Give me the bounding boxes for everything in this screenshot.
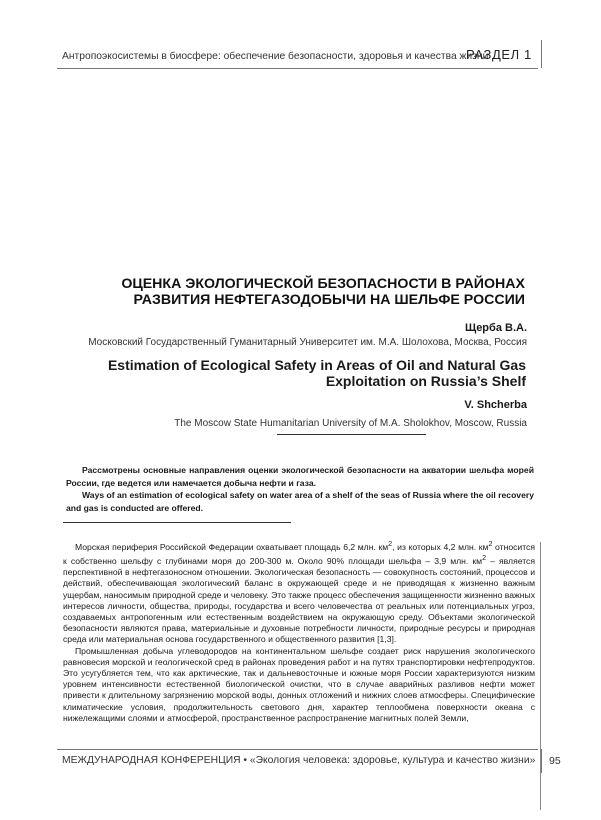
affiliation-en: The Moscow State Humanitarian University of M.A. Sholokhov, Moscow, Russia <box>174 418 527 429</box>
article-title-en: Estimation of Ecological Safety in Areas of Oil and Natural Gas Exploitation on Russia’s Shelf <box>107 357 526 389</box>
body-text <box>63 539 535 724</box>
running-header: Антропоэкосистемы в биосфере: обеспечение безопасности, здоровья и качества жизни <box>62 51 489 62</box>
footer-vertical-divider <box>541 749 542 773</box>
page-number: 95 <box>549 755 561 767</box>
conference-theme: «Экология человека: здоровье, культура и качество жизни» <box>249 755 536 766</box>
article-title-ru: ОЦЕНКА ЭКОЛОГИЧЕСКОЙ БЕЗОПАСНОСТИ В РАЙОНАХ РАЗВИТИЯ НЕФТЕГАЗОДОБЫЧИ НА ШЕЛЬФЕ РОССИИ <box>121 276 525 308</box>
header-divider <box>57 68 538 69</box>
body-paragraph-2: Промышленная добыча углеводородов на континентальном шельфе создает риск нарушения экологического равновесия морской и геологической сред в районах проведения работ и на путях транспортировки нефтепродуктов. Это усугубляется тем, что как арктические, так и дальневосточные и южные моря России характеризуются низким уровнем интенсивности естественной биологической очистки, что в случае аварийных разливов нефти может привести к длительному загрязнению морской воды, донных отложений и нижних слоев атмосферы. Специфические климатические условия, продолжительность светового дня, характер теплообмена поверхности океана с нижележащими слоями и атмосферой, пространственное распространение магнитных полей Земли, <box>63 645 535 723</box>
footer-text <box>62 755 535 766</box>
author-ru: Щерба В.А. <box>464 322 527 334</box>
section-label: РАЗДЕЛ 1 <box>466 47 532 62</box>
abstract-separator <box>63 522 291 523</box>
body-paragraph-1: Морская периферия Российской Федерации охватывает площадь 6,2 млн. $км^2$, из которых 4,2 млн. $км^2$ относится к собственно шельфу с глубинами моря до 200-300 м. Около 90% площади шельфа – 3,9 млн. $км^2$ – является перспективной в нефтегазоносном отношении. Экологическая безопасность — совокупность состояний, процессов и действий, обеспечивающая экологический баланс в окружающей среде и не приводящая к жизненно важным ущербам, наносимым природной среде и человеку. Это также процесс обеспечения защищенности жизненно важных интересов личности, общества, природы, государства и всего человечества от реальных или потенциальных угроз, создаваемых антропогенным или естественным воздействием на окружающую среду. Объектами экологической безопасности являются права, материальные и духовные потребности личности, природные ресурсы и природная среда или материальная основа государственного и общественного развития [1,3]. <box>63 540 536 645</box>
footer-bullet: • <box>243 755 248 766</box>
abstract-ru: Рассмотрены основные направления оценки экологической безопасности на акватории шельфа морей России, где ведется или намечается добыча нефти и газа. <box>66 465 534 488</box>
author-en: V. Shcherba <box>464 399 527 411</box>
title-separator <box>277 434 426 435</box>
superscript: 2 <box>388 540 393 548</box>
footer-divider <box>57 749 538 750</box>
affiliation-ru: Московский Государственный Гуманитарный Университет им. М.А. Шолохова, Москва, Россия <box>88 337 527 348</box>
conference-name: МЕЖДУНАРОДНАЯ КОНФЕРЕНЦИЯ <box>62 755 241 766</box>
superscript: 2 <box>482 554 487 563</box>
abstract <box>66 464 534 514</box>
superscript: 2 <box>488 540 493 548</box>
header-vertical-divider <box>541 40 542 68</box>
abstract-en: Ways of an estimation of ecological safety on water area of a shelf of the seas of Russia where the oil recovery and gas is conducted are offered. <box>66 490 534 513</box>
